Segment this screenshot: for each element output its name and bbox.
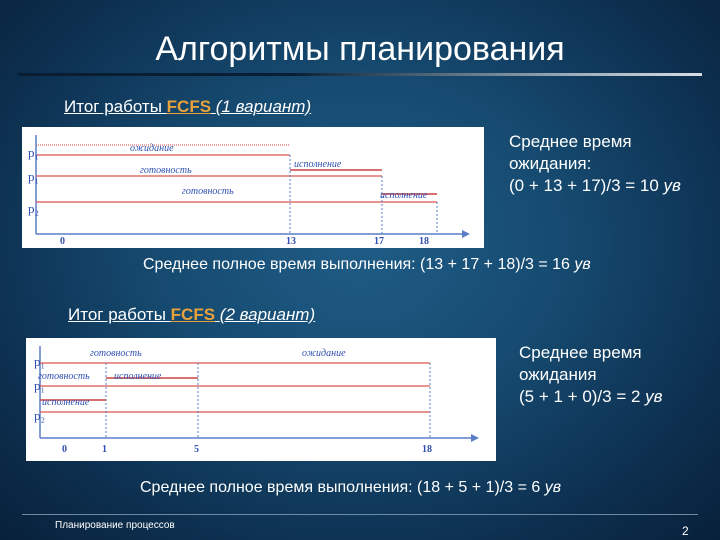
gantt2-label-3: готовность [38, 371, 90, 382]
gantt2-tick-1: 1 [102, 444, 107, 455]
section1-total [143, 256, 591, 274]
gantt1-row-label-2: p₁ [28, 169, 40, 184]
gantt2-row-label-3: p₂ [34, 408, 46, 423]
section1-avg-wait-formula [509, 175, 681, 197]
section1-heading [64, 97, 311, 117]
gantt2-tick-0: 0 [62, 444, 67, 455]
gantt2-label-1: готовность [90, 348, 142, 359]
gantt-chart-1 [22, 127, 484, 248]
section1-avg-wait [509, 131, 681, 197]
section1-heading-variant: (1 вариант) [215, 97, 312, 116]
gantt1-row-label-1: p₁ [28, 145, 40, 160]
section1-heading-fcfs: FCFS [166, 97, 212, 116]
gantt2-label-4: исполнение [114, 371, 162, 382]
section1-total-value: Среднее полное время выполнения: (13 + 17 + 18)/3 = 16 [143, 256, 575, 273]
gantt-chart-1-svg [22, 127, 484, 248]
section2-avg-wait-unit: ув [645, 387, 663, 406]
gantt1-label-2: готовность [140, 165, 192, 176]
section2-heading [68, 305, 315, 325]
gantt1-label-5: исполнение [380, 190, 428, 201]
section2-heading-fcfs: FCFS [170, 305, 216, 324]
section2-total-value: Среднее полное время выполнения: (18 + 5 + 1)/3 = 6 [140, 479, 545, 496]
gantt1-tick-0: 0 [60, 236, 65, 247]
gantt1-tick-17: 17 [374, 236, 384, 247]
section1-avg-wait-line1: Среднее время [509, 132, 632, 151]
section2-total [140, 479, 561, 497]
section1-heading-prefix: Итог работы [64, 97, 167, 116]
gantt2-tick-18: 18 [422, 444, 432, 455]
section2-avg-wait-line1: Среднее время [519, 343, 642, 362]
gantt1-tick-13: 13 [286, 236, 296, 247]
gantt2-x-axis-arrow [471, 434, 479, 442]
footer-title: Планирование процессов [55, 520, 175, 531]
gantt1-label-3: исполнение [294, 159, 342, 170]
section1-avg-wait-line2: ожидания: [509, 154, 592, 173]
title-divider [18, 73, 702, 76]
section2-avg-wait [519, 342, 663, 408]
gantt1-label-4: готовность [182, 186, 234, 197]
gantt2-tick-5: 5 [194, 444, 199, 455]
gantt-chart-2 [26, 338, 496, 461]
gantt2-label-2: ожидание [302, 348, 346, 359]
gantt2-label-5: исполнение [42, 397, 90, 408]
gantt1-label-1: ожидание [130, 143, 174, 154]
section2-heading-variant: (2 вариант) [219, 305, 316, 324]
section1-total-unit: ув [574, 256, 591, 273]
section2-avg-wait-value: (5 + 1 + 0)/3 = 2 [519, 387, 646, 406]
gantt2-row-label-2: p₁ [34, 378, 46, 393]
slide-title: Алгоритмы планирования [155, 30, 565, 68]
section2-total-unit: ув [544, 479, 562, 496]
section2-avg-wait-formula [519, 386, 663, 408]
gantt1-row-label-3: p₂ [28, 201, 40, 216]
footer-divider [22, 514, 698, 515]
page-number: 2 [682, 524, 689, 538]
gantt2-row-label-1: p₁ [34, 354, 46, 369]
gantt1-tick-18: 18 [419, 236, 429, 247]
section2-avg-wait-line2: ожидания [519, 365, 597, 384]
section1-avg-wait-unit: ув [663, 176, 681, 195]
section2-heading-prefix: Итог работы [68, 305, 171, 324]
section1-avg-wait-value: (0 + 13 + 17)/3 = 10 [509, 176, 664, 195]
gantt1-x-axis-arrow [462, 230, 470, 238]
gantt-chart-2-svg [26, 338, 496, 461]
